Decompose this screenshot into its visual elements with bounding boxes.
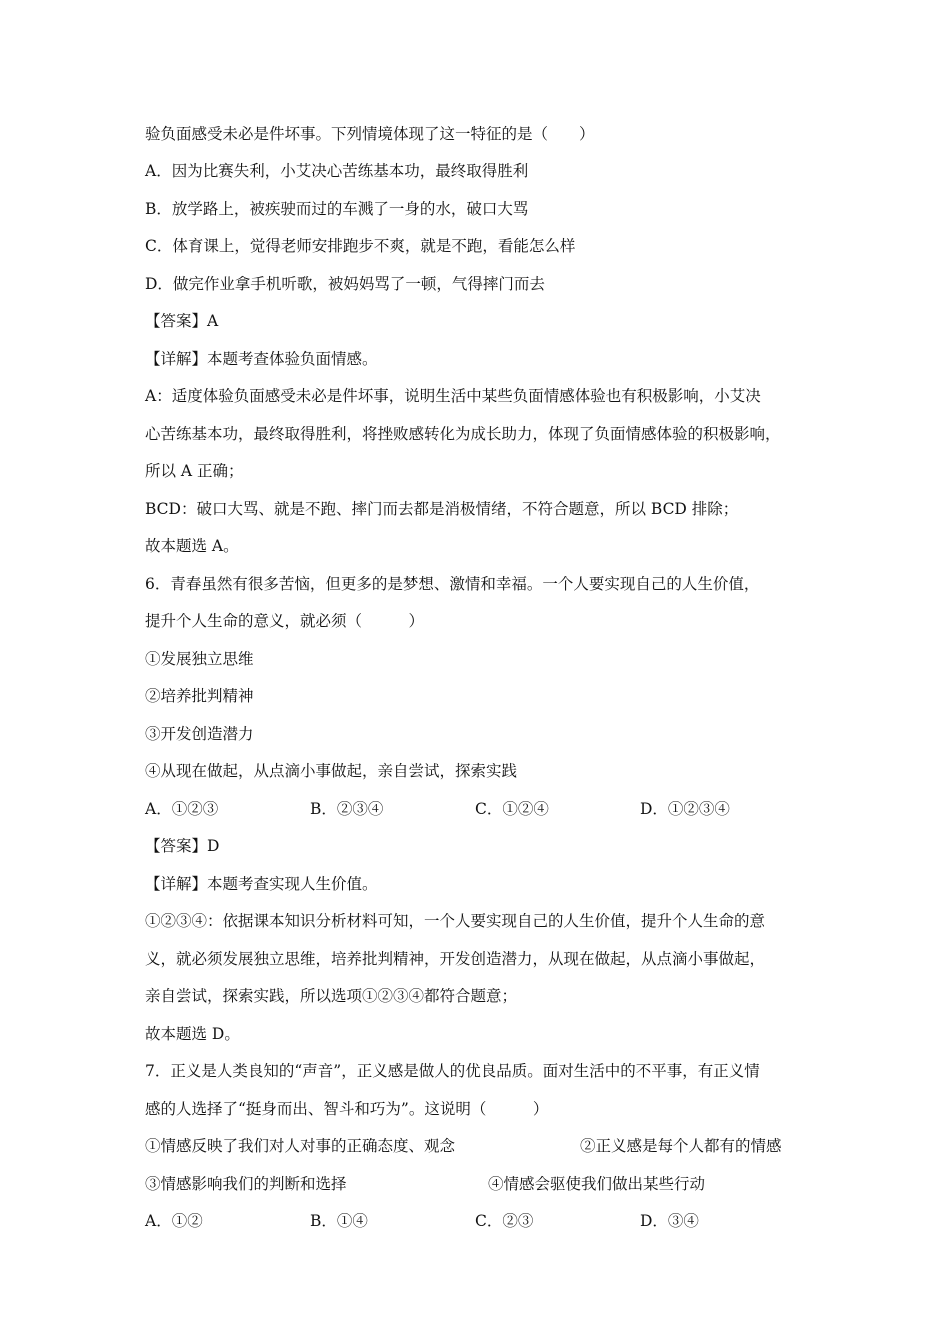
q6-conclusion: 故本题选 D。 bbox=[145, 1025, 240, 1043]
q6-option-b: B．②③④ bbox=[310, 800, 384, 818]
q6-statement-2: ②培养批判精神 bbox=[145, 687, 254, 705]
q5-option-c: C．体育课上，觉得老师安排跑步不爽，就是不跑，看能怎么样 bbox=[145, 237, 576, 255]
q6-statement-3: ③开发创造潜力 bbox=[145, 725, 254, 743]
q5-option-d: D．做完作业拿手机听歌，被妈妈骂了一顿，气得摔门而去 bbox=[145, 275, 545, 293]
q6-option-d: D．①②③④ bbox=[640, 800, 730, 818]
q5-stem-tail: 验负面感受未必是件坏事。下列情境体现了这一特征的是（ ） bbox=[145, 125, 595, 143]
q7-statement-1: ①情感反映了我们对人对事的正确态度、观念 bbox=[145, 1137, 456, 1155]
q5-conclusion: 故本题选 A。 bbox=[145, 537, 239, 555]
q5-option-a: A．因为比赛失利，小艾决心苦练基本功，最终取得胜利 bbox=[145, 162, 529, 180]
q7-option-b: B．①④ bbox=[310, 1212, 368, 1230]
q5-explanation-line: A：适度体验负面感受未必是件坏事，说明生活中某些负面情感体验也有积极影响，小艾决 bbox=[145, 387, 761, 405]
q5-explanation-line: BCD：破口大骂、就是不跑、摔门而去都是消极情绪，不符合题意，所以 BCD 排除； bbox=[145, 500, 739, 518]
q6-answer: 【答案】D bbox=[145, 837, 220, 855]
q6-option-a: A．①②③ bbox=[145, 800, 219, 818]
q7-statement-4: ④情感会驱使我们做出某些行动 bbox=[488, 1175, 706, 1193]
q6-detail-heading: 【详解】本题考查实现人生价值。 bbox=[145, 875, 378, 893]
q7-statement-2: ②正义感是每个人都有的情感 bbox=[580, 1137, 782, 1155]
q7-statement-3: ③情感影响我们的判断和选择 bbox=[145, 1175, 347, 1193]
q6-statement-1: ①发展独立思维 bbox=[145, 650, 254, 668]
q6-stem-line: 提升个人生命的意义，就必须（ ） bbox=[145, 612, 425, 630]
q6-explanation-line: ①②③④：依据课本知识分析材料可知，一个人要实现自己的人生价值，提升个人生命的意 bbox=[145, 912, 766, 930]
q6-explanation-line: 亲自尝试，探索实践，所以选项①②③④都符合题意； bbox=[145, 987, 518, 1005]
q5-explanation-line: 心苦练基本功，最终取得胜利，将挫败感转化为成长助力，体现了负面情感体验的积极影响， bbox=[145, 425, 781, 443]
q7-option-d: D．③④ bbox=[640, 1212, 699, 1230]
q7-stem-line: 感的人选择了“挺身而出、智斗和巧为”。这说明（ ） bbox=[145, 1100, 549, 1118]
q5-option-b: B．放学路上，被疾驶而过的车溅了一身的水，破口大骂 bbox=[145, 200, 529, 218]
q6-explanation-line: 义，就必须发展独立思维，培养批判精神，开发创造潜力，从现在做起，从点滴小事做起， bbox=[145, 950, 766, 968]
q5-answer: 【答案】A bbox=[145, 312, 219, 330]
q7-stem-line: 7．正义是人类良知的“声音”，正义感是做人的优良品质。面对生活中的不平事，有正义情 bbox=[145, 1062, 760, 1080]
q5-detail-heading: 【详解】本题考查体验负面情感。 bbox=[145, 350, 378, 368]
q6-stem-line: 6．青春虽然有很多苦恼，但更多的是梦想、激情和幸福。一个人要实现自己的人生价值， bbox=[145, 575, 760, 593]
q7-option-a: A．①② bbox=[145, 1212, 203, 1230]
q6-statement-4: ④从现在做起，从点滴小事做起，亲自尝试，探索实践 bbox=[145, 762, 518, 780]
q6-option-c: C．①②④ bbox=[475, 800, 549, 818]
q7-option-c: C．②③ bbox=[475, 1212, 534, 1230]
q5-explanation-line: 所以 A 正确； bbox=[145, 462, 244, 480]
